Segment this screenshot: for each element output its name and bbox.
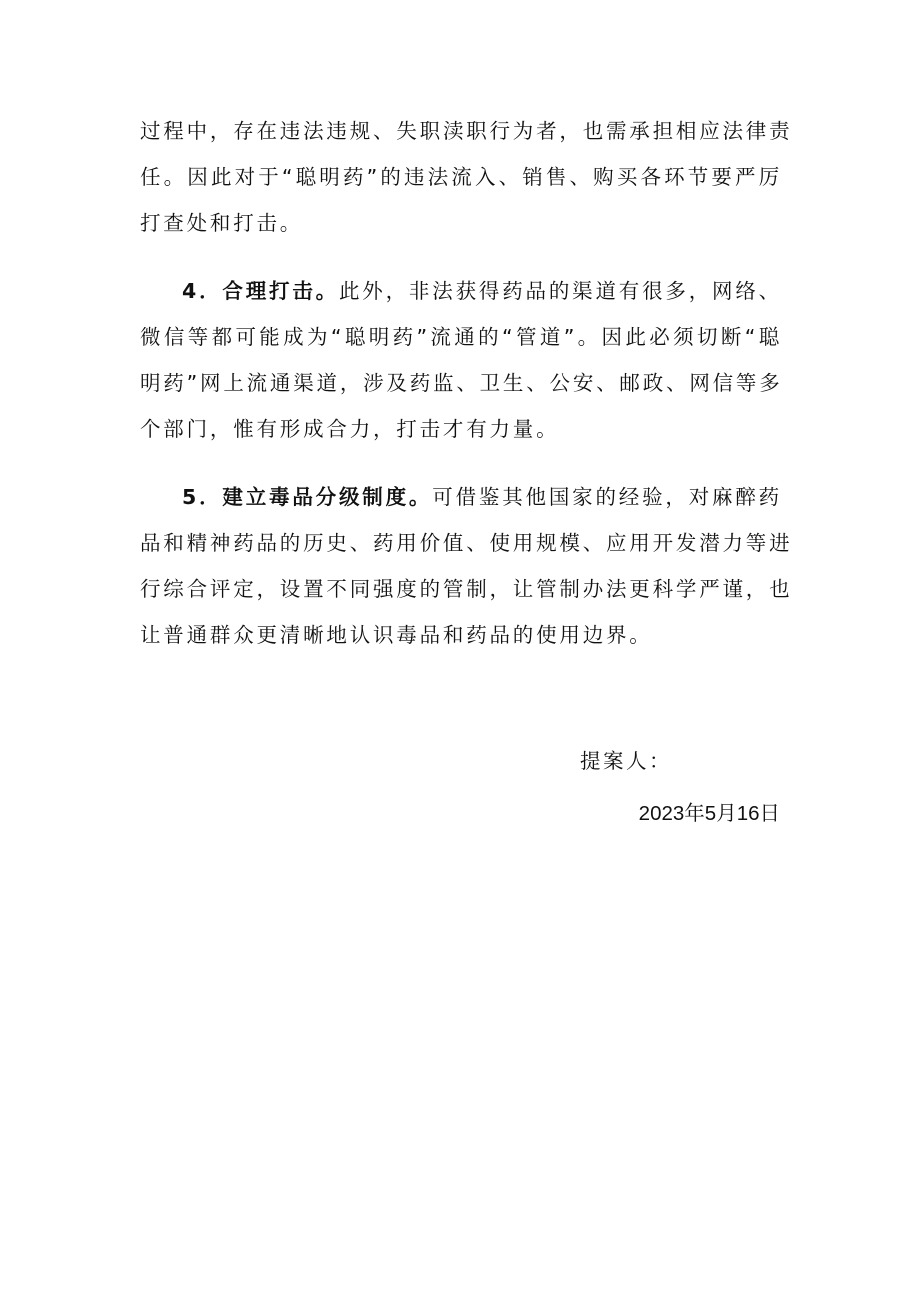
text-line: 微信等都可能成为“聪明药”流通的“管道”。因此必须切断“聪 — [140, 325, 782, 349]
text-line: 行综合评定，设置不同强度的管制，让管制办法更科学严谨，也 — [140, 577, 793, 601]
text-line: 品和精神药品的历史、药用价值、使用规模、应用开发潜力等进 — [140, 531, 793, 555]
date-day: 16 — [736, 802, 760, 825]
date-year: 2023 — [638, 802, 685, 825]
date-month-char: 月 — [716, 801, 737, 825]
text-line: 过程中，存在违法违规、失职渎职行为者，也需承担相应法律责 — [140, 119, 793, 143]
document-body — [140, 108, 793, 680]
paragraph-continuation — [140, 108, 793, 246]
text-line: 打查处和打击。 — [140, 211, 304, 235]
date-day-char: 日 — [759, 801, 780, 825]
text-line: 个部门，惟有形成合力，打击才有力量。 — [140, 417, 560, 441]
text-line: 明药”网上流通渠道，涉及药监、卫生、公安、邮政、网信等多 — [140, 371, 783, 395]
text-line: 任。因此对于“聪明药”的违法流入、销售、购买各环节要严厉 — [140, 165, 782, 189]
section-heading: 4．合理打击。 — [182, 279, 339, 303]
text-span: 可借鉴其他国家的经验，对麻醉药 — [432, 485, 782, 509]
proposer-label: 提案人： — [580, 749, 672, 773]
text-span: 此外，非法获得药品的渠道有很多，网络、 — [338, 279, 782, 303]
date-month: 5 — [704, 802, 717, 825]
signature-date — [639, 796, 780, 826]
text-line — [140, 474, 782, 520]
paragraph-drug-classification — [140, 474, 793, 658]
paragraph-reasonable-crackdown — [140, 268, 782, 452]
text-line — [140, 268, 782, 314]
date-year-char: 年 — [684, 801, 705, 825]
section-heading: 5．建立毒品分级制度。 — [182, 485, 433, 509]
text-line: 让普通群众更清晰地认识毒品和药品的使用边界。 — [140, 623, 653, 647]
